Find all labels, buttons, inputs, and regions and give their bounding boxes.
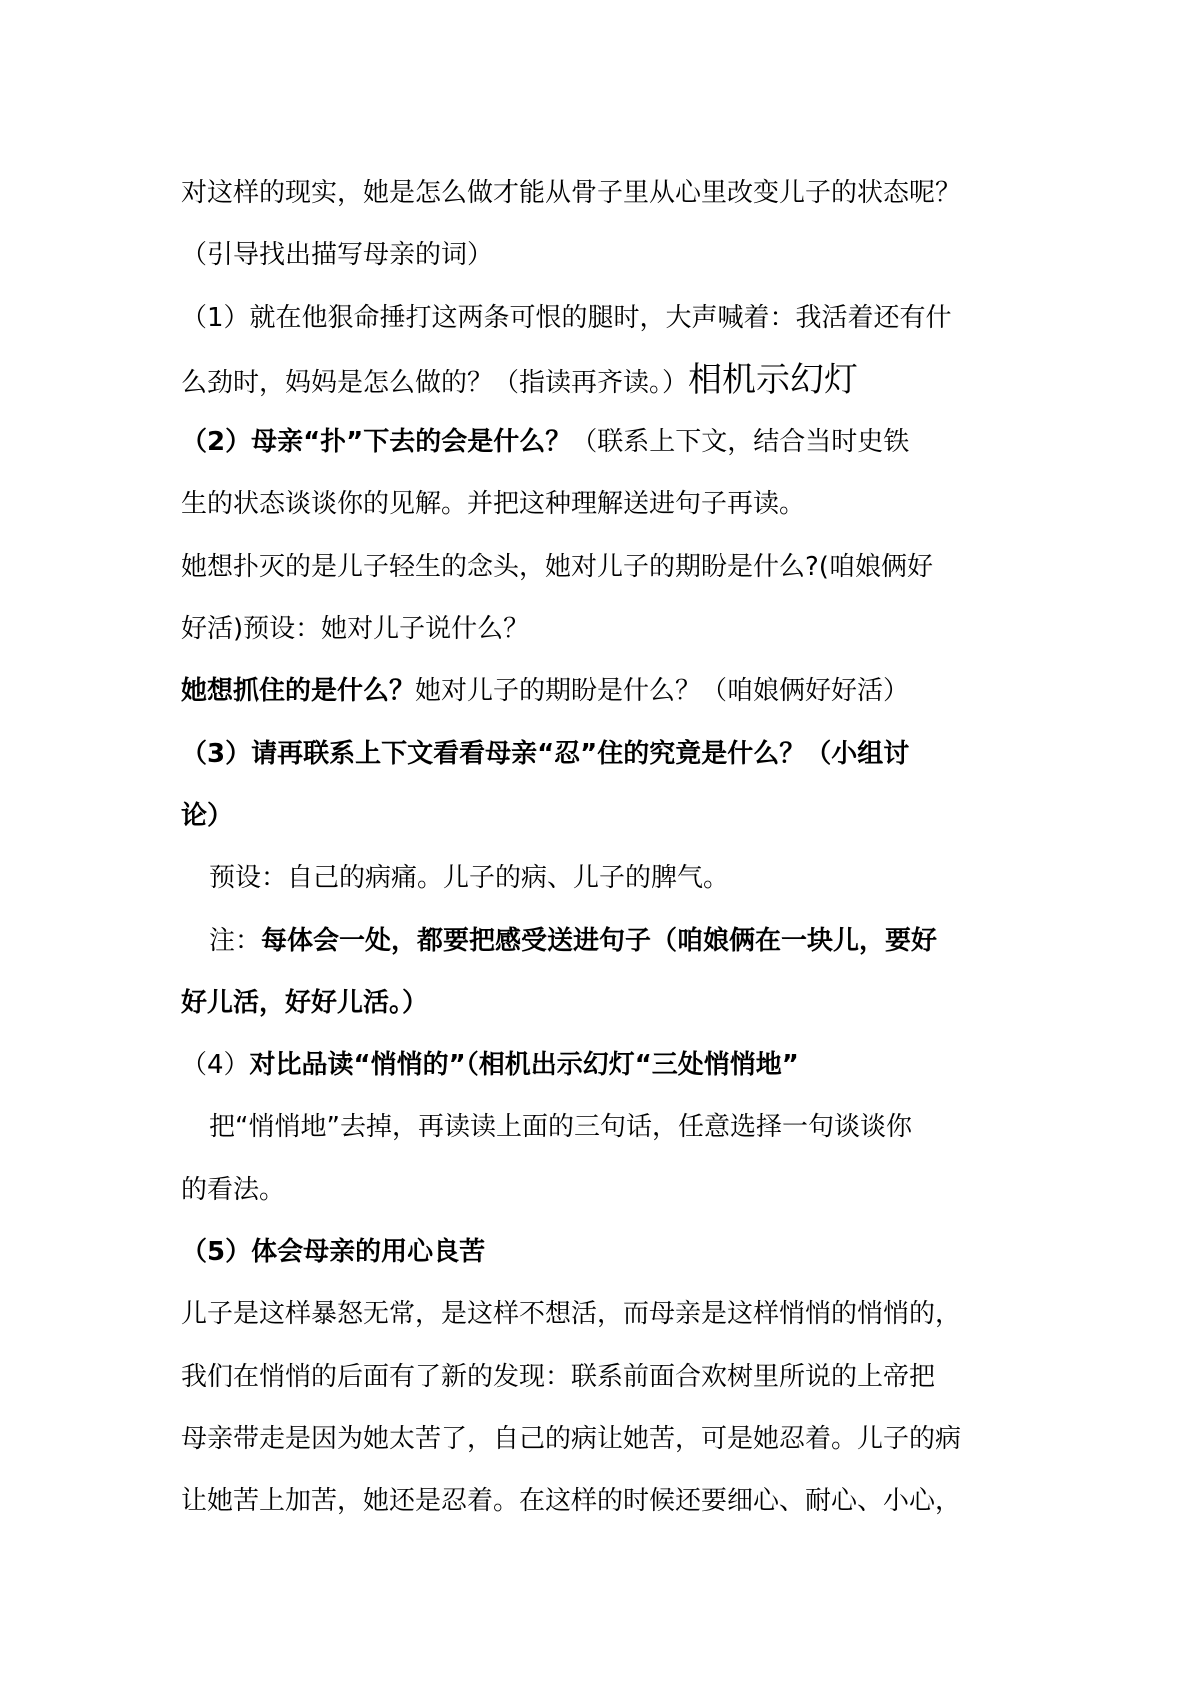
question-5-line <box>181 1221 1021 1283</box>
text-run: 的看法。 <box>181 1174 286 1205</box>
text-run: （1）就在他狠命捶打这两条可恨的腿时，大声喊着：我活着还有什 <box>181 302 952 333</box>
text-run: 母亲带走是因为她太苦了，自己的病让她苦，可是她忍着。儿子的病 <box>181 1423 962 1454</box>
question-2-line <box>181 411 1021 473</box>
paragraph-line <box>181 473 1021 535</box>
text-run: （引导找出描写母亲的词） <box>181 240 494 271</box>
text-run: （联系上下文，结合当时史铁 <box>571 427 910 458</box>
question-3-line <box>181 723 1021 785</box>
text-run: 注： <box>209 925 262 956</box>
bold-heading: （3）请再联系上下文看看母亲“忍”住的究竟是什么？（小组讨 <box>181 738 910 769</box>
question-4-line <box>181 1034 1021 1096</box>
paragraph-line <box>181 536 1021 598</box>
document-body <box>181 162 1021 1533</box>
paragraph-line <box>181 1470 1021 1532</box>
paragraph-line <box>181 1408 1021 1470</box>
question-1-line <box>181 287 1021 349</box>
paragraph-line <box>181 1159 1021 1221</box>
bold-heading: 她想抓住的是什么？ <box>181 676 416 707</box>
paragraph-line <box>181 972 1021 1034</box>
text-run: （4） <box>181 1050 250 1081</box>
text-run: 对这样的现实，她是怎么做才能从骨子里从心里改变儿子的状态呢？ <box>181 178 962 208</box>
text-run: 她想扑灭的是儿子轻生的念头，她对儿子的期盼是什么?(咱娘俩好 <box>181 551 933 582</box>
bold-heading: （5）体会母亲的用心良苦 <box>181 1237 486 1268</box>
text-run: 她对儿子的期盼是什么？（咱娘俩好好活） <box>415 676 910 707</box>
text-run: 把“悄悄地”去掉，再读读上面的三句话，任意选择一句谈谈你 <box>209 1112 912 1143</box>
text-run: 让她苦上加苦，她还是忍着。在这样的时候还要细心、耐心、小心， <box>181 1486 962 1517</box>
text-run: 生的状态谈谈你的见解。并把这种理解送进句子再读。 <box>181 489 806 520</box>
paragraph-line <box>181 785 1021 847</box>
bold-heading: （2）母亲“扑”下去的会是什么？ <box>181 427 572 458</box>
text-run: 儿子是这样暴怒无常，是这样不想活，而母亲是这样悄悄的悄悄的， <box>181 1299 962 1330</box>
bold-heading: 对比品读“悄悄的”（相机出示幻灯“三处悄悄地” <box>249 1050 799 1081</box>
text-run: 么劲时，妈妈是怎么做的？（指读再齐读。） <box>181 367 689 398</box>
paragraph-line <box>181 1346 1021 1408</box>
paragraph-line <box>181 1096 1021 1158</box>
paragraph-line <box>181 847 1021 909</box>
note-line <box>181 910 1021 972</box>
slide-note: 相机示幻灯 <box>688 359 859 400</box>
text-run: 预设：自己的病痛。儿子的病、儿子的脾气。 <box>209 863 730 894</box>
bold-text: 每体会一处，都要把感受送进句子（咱娘俩在一块儿，要好 <box>261 925 938 956</box>
paragraph-line <box>181 162 1021 224</box>
paragraph-line <box>181 660 1021 722</box>
text-run: 我们在悄悄的后面有了新的发现：联系前面合欢树里所说的上帝把 <box>181 1361 936 1392</box>
paragraph-line <box>181 1283 1021 1345</box>
paragraph-line <box>181 224 1021 286</box>
paragraph-line <box>181 349 1021 411</box>
bold-heading: 论） <box>181 800 234 831</box>
paragraph-line <box>181 598 1021 660</box>
text-run: 好活)预设：她对儿子说什么？ <box>181 614 530 645</box>
bold-text: 好儿活，好好儿活。） <box>181 987 429 1018</box>
